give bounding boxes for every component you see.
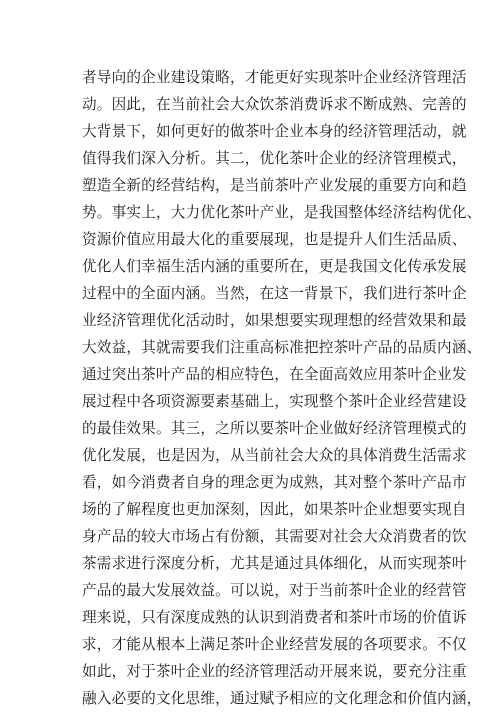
text-line: 过程中的全面内涵。当然，在这一背景下，我们进行茶叶企 bbox=[82, 285, 467, 302]
text-line: 势。事实上，大力优化茶叶产业，是我国整体经济结构优化、 bbox=[82, 204, 482, 221]
text-line: 大背景下，如何更好的做茶叶企业本身的经济管理活动，就 bbox=[82, 123, 467, 140]
text-line: 优化发展，也是因为，从当前社会大众的具体消费生活需求 bbox=[82, 447, 467, 464]
text-line: 值得我们深入分析。其二，优化茶叶企业的经济管理模式， bbox=[82, 150, 467, 167]
text-line: 动。因此，在当前社会大众饮茶消费诉求不断成熟、完善的 bbox=[82, 96, 467, 113]
text-line: 如此，对于茶叶企业的经济管理活动开展来说，要充分注重 bbox=[82, 663, 467, 680]
text-line: 资源价值应用最大化的重要展现，也是提升人们生活品质、 bbox=[82, 231, 467, 248]
text-line: 身产品的较大市场占有份额，其需要对社会大众消费者的饮 bbox=[82, 528, 467, 545]
text-line: 看，如今消费者自身的理念更为成熟，其对整个茶叶产品市 bbox=[82, 474, 467, 491]
text-line: 理来说，只有深度成熟的认识到消费者和茶叶市场的价值诉 bbox=[82, 609, 467, 626]
text-line: 融入必要的文化思维，通过赋予相应的文化理念和价值内涵， bbox=[82, 690, 482, 707]
text-line: 通过突出茶叶产品的相应特色，在全面高效应用茶叶企业发 bbox=[82, 366, 467, 383]
text-line: 大效益，其就需要我们注重高标准把控茶叶产品的品质内涵、 bbox=[82, 339, 482, 356]
text-line: 求，才能从根本上满足茶叶企业经营发展的各项要求。不仅 bbox=[82, 636, 467, 653]
body-paragraph bbox=[82, 64, 482, 712]
text-line: 场的了解程度也更加深刻，因此，如果茶叶企业想要实现自 bbox=[82, 501, 467, 518]
text-line: 茶需求进行深度分析，尤其是通过具体细化，从而实现茶叶 bbox=[82, 555, 467, 572]
text-line: 塑造全新的经营结构，是当前茶叶产业发展的重要方向和趋 bbox=[82, 177, 467, 194]
text-line: 者导向的企业建设策略，才能更好实现茶叶企业经济管理活 bbox=[82, 69, 467, 86]
text-line: 优化人们幸福生活内涵的重要所在，更是我国文化传承发展 bbox=[82, 258, 467, 275]
text-line: 产品的最大发展效益。可以说，对于当前茶叶企业的经营管 bbox=[82, 582, 467, 599]
text-line: 的最佳效果。其三，之所以要茶叶企业做好经济管理模式的 bbox=[82, 420, 467, 437]
text-line: 业经济管理优化活动时，如果想要实现理想的经营效果和最 bbox=[82, 312, 467, 329]
text-line: 展过程中各项资源要素基础上，实现整个茶叶企业经营建设 bbox=[82, 393, 467, 410]
